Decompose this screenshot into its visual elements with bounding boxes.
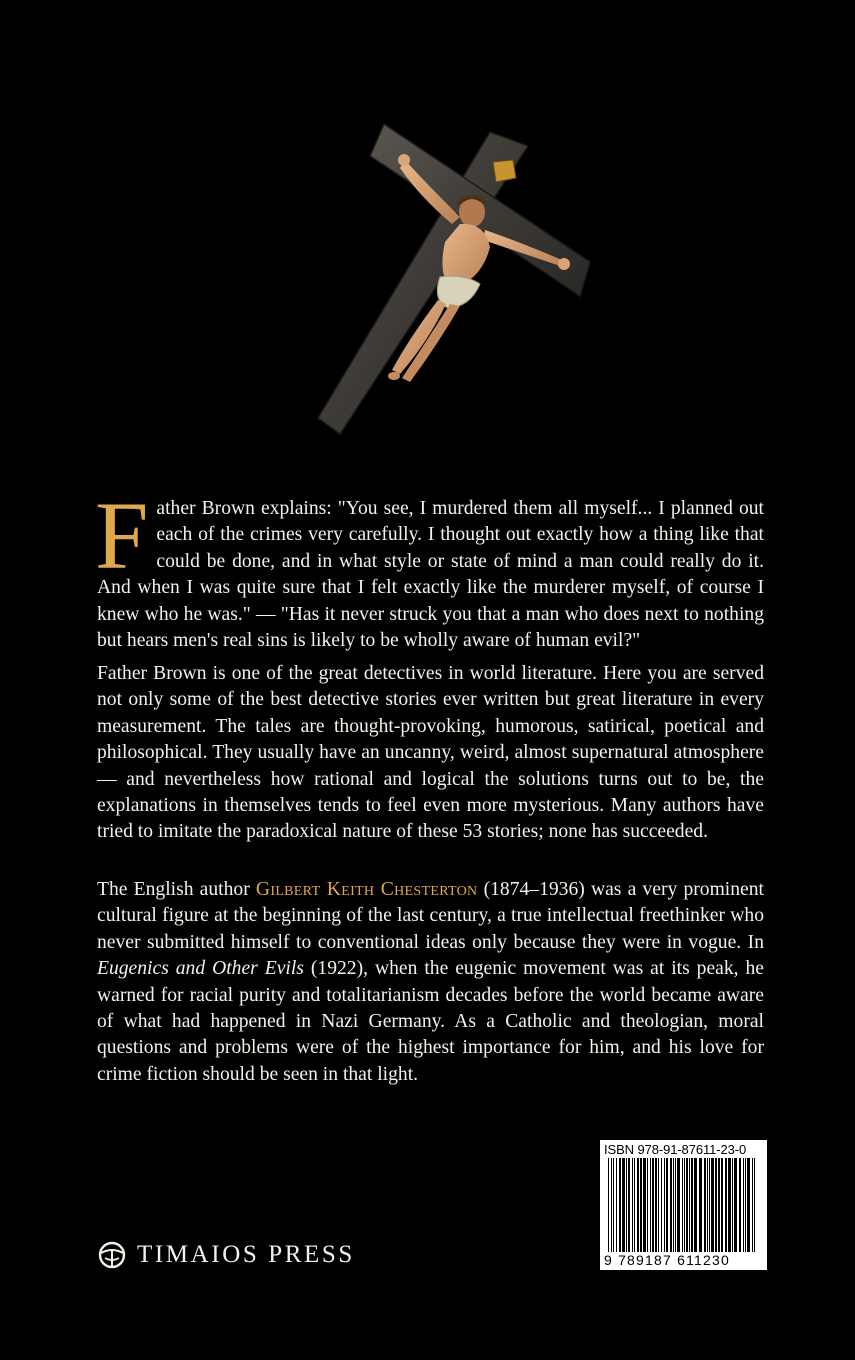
isbn-digits: 9 789187 611230 bbox=[604, 1252, 763, 1268]
barcode-bar bbox=[655, 1158, 657, 1254]
barcode-bar bbox=[691, 1158, 693, 1254]
author-paragraph-body: (1874–1936) was a very prominent cultural figure at the beginning of the last century, a true intellectual freethinker who never submitted himself to conventional ideas only because they were in vogue. In bbox=[97, 879, 764, 953]
barcode-bar bbox=[666, 1158, 668, 1254]
barcode-bar bbox=[739, 1158, 741, 1254]
author-name: Gilbert Keith Chesterton bbox=[255, 879, 478, 900]
barcode-bar bbox=[686, 1158, 688, 1254]
barcode-bar bbox=[658, 1158, 659, 1254]
barcode-bar bbox=[704, 1158, 706, 1254]
barcode-bar bbox=[694, 1158, 697, 1254]
barcode-bar bbox=[647, 1158, 648, 1254]
barcode-bar bbox=[747, 1158, 750, 1254]
barcode-bar bbox=[637, 1158, 639, 1254]
barcode-bar bbox=[689, 1158, 690, 1254]
barcode-bar bbox=[643, 1158, 646, 1254]
barcode-bar bbox=[718, 1158, 720, 1254]
barcode-bar bbox=[616, 1158, 617, 1254]
barcode-bar bbox=[711, 1158, 714, 1254]
barcode-bar bbox=[652, 1158, 654, 1254]
timaios-logo-icon bbox=[97, 1240, 127, 1270]
barcode-bar bbox=[650, 1158, 651, 1254]
barcode-bar bbox=[699, 1158, 702, 1254]
barcode-bar bbox=[715, 1158, 717, 1254]
author-paragraph-end: (1922), when the eugenic movement was at its peak, he warned for racial purity and totalitarianism decades before the world became aware of what had happened in Nazi Germany. As a Catholic and theologian, moral questions and problems were of the highest importance for him, and his love for crime fiction should be seen in that light. bbox=[97, 958, 764, 1085]
barcode-bar bbox=[725, 1158, 727, 1254]
barcode-bar bbox=[709, 1158, 710, 1254]
barcode-bar bbox=[608, 1158, 609, 1254]
barcode-bar bbox=[634, 1158, 635, 1254]
barcode-bar bbox=[670, 1158, 672, 1254]
publisher-logo bbox=[97, 1238, 355, 1272]
author-paragraph-intro: The English author bbox=[97, 879, 256, 900]
barcode-bar bbox=[619, 1158, 621, 1254]
barcode-bar bbox=[682, 1158, 683, 1254]
book-title: Eugenics and Other Evils bbox=[97, 958, 304, 980]
blurb-paragraph-2: Father Brown is one of the great detectives in world literature. Here you are served not only some of the best detective stories ever written but great literature in every measurement. The tales are thought-provoking, humorous, satirical, poetical and philosophical. They usually have an uncanny, weird, almost supernatural atmosphere — and nevertheless how rational and logical the solutions turns out to be, the explanations in themselves tends to feel even more mysterious. Many authors have tried to imitate the paradoxical nature of these 53 stories; none has succeeded. bbox=[97, 663, 764, 843]
barcode-bar bbox=[677, 1158, 680, 1254]
barcode-bar bbox=[622, 1158, 625, 1254]
barcode-bar bbox=[721, 1158, 723, 1254]
isbn-barcode bbox=[600, 1140, 767, 1270]
barcode-bar bbox=[640, 1158, 642, 1254]
barcode-bar bbox=[613, 1158, 614, 1254]
barcode-bar bbox=[628, 1158, 630, 1254]
barcode-bar bbox=[664, 1158, 665, 1254]
author-paragraph bbox=[97, 877, 764, 1088]
blurb-paragraph-1-text: ather Brown explains: "You see, I murdered them all myself... I planned out each of the crimes very carefully. I thought out exactly how a thing like that could be done, and in what style or state of mind a man could really do it. And when I was quite sure that I felt exactly like the murderer myself, of course I knew who he was." — "Has it never struck you that a man who does next to nothing but hears men's real sins is likely to be wholly aware of human evil?" bbox=[97, 498, 764, 652]
barcode-bar bbox=[673, 1158, 674, 1254]
drop-cap: F bbox=[95, 482, 149, 589]
barcode-bar bbox=[743, 1158, 744, 1254]
barcode-bar bbox=[752, 1158, 753, 1254]
barcode-bar bbox=[611, 1158, 612, 1254]
barcode-bars bbox=[606, 1158, 761, 1258]
barcode-bar bbox=[707, 1158, 708, 1254]
barcode-bar bbox=[728, 1158, 731, 1254]
barcode-bar bbox=[675, 1158, 676, 1254]
crucifix-image bbox=[300, 112, 610, 442]
barcode-bar bbox=[732, 1158, 733, 1254]
barcode-bar bbox=[684, 1158, 685, 1254]
barcode-bar bbox=[661, 1158, 662, 1254]
barcode-bar bbox=[632, 1158, 633, 1254]
isbn-label: ISBN 978-91-87611-23-0 bbox=[604, 1142, 747, 1157]
barcode-bar bbox=[626, 1158, 627, 1254]
barcode-bar bbox=[734, 1158, 737, 1254]
barcode-bar bbox=[745, 1158, 746, 1254]
blurb-paragraph-1 bbox=[95, 482, 764, 654]
publisher-name: TIMAIOS PRESS bbox=[137, 1241, 355, 1268]
barcode-bar bbox=[754, 1158, 755, 1254]
